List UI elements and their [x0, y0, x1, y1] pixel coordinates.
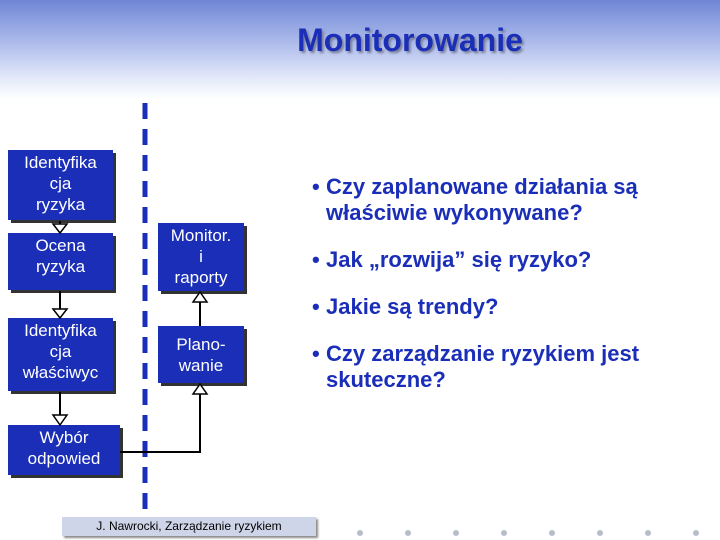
box-choose-response: Wybór odpowied: [8, 425, 120, 475]
question-text: Jakie są trendy?: [326, 294, 499, 319]
box-identify-risk: Identyfika cja ryzyka: [8, 150, 113, 220]
bullet-icon: •: [312, 174, 320, 199]
question-text: Jak „rozwija” się ryzyko?: [326, 247, 592, 272]
bullet-icon: •: [312, 247, 320, 272]
bullet-icon: •: [312, 294, 320, 319]
box-assess-risk: Ocena ryzyka: [8, 233, 113, 290]
footer-label: J. Nawrocki, Zarządzanie ryzykiem: [62, 517, 316, 536]
box-identify-owner: Identyfika cja właściwyc: [8, 318, 113, 391]
slide-title: Monitorowanie: [297, 22, 523, 58]
box-monitor-reports: Monitor. i raporty: [158, 223, 244, 291]
question-text: Czy zaplanowane działania są właściwie wykonywane?: [326, 174, 638, 225]
question-text: Czy zarządzanie ryzykiem jest skuteczne?: [326, 341, 640, 392]
bullet-icon: •: [312, 341, 320, 366]
box-planning: Plano- wanie: [158, 326, 244, 383]
